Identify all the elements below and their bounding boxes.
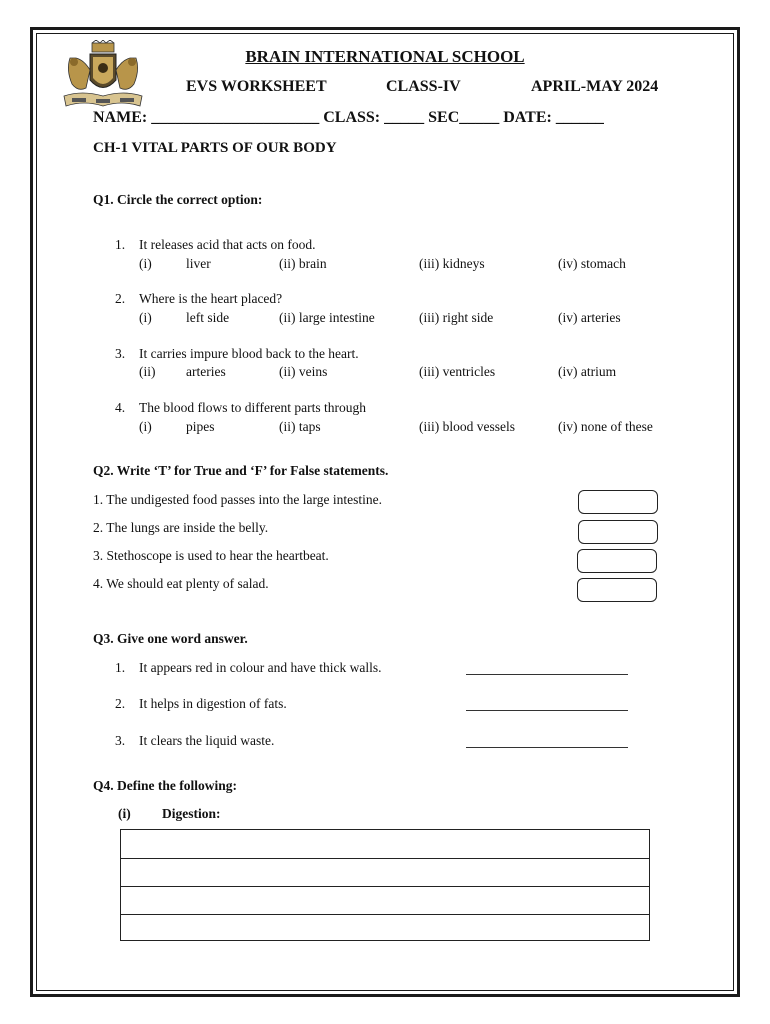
q3-heading: Q3. Give one word answer. [93, 631, 248, 646]
q1-item-number: 1. [115, 237, 126, 252]
definition-rule-line [121, 858, 649, 859]
q1-item-number: 2. [115, 291, 126, 306]
q1-option-label: (i) [139, 256, 152, 271]
q3-answer-line[interactable] [466, 710, 628, 711]
q3-answer-line[interactable] [466, 674, 628, 675]
q1-option[interactable]: (iii) blood vessels [419, 419, 515, 434]
q1-option-label: (i) [139, 310, 152, 325]
q2-answer-box[interactable] [578, 520, 658, 544]
q1-question: It releases acid that acts on food. [139, 237, 316, 252]
q1-item-number: 3. [115, 346, 126, 361]
q1-option[interactable]: left side [186, 310, 230, 325]
q1-question: The blood flows to different parts through [139, 400, 366, 415]
q4-term: Digestion: [162, 806, 221, 821]
q1-option[interactable]: (iv) atrium [558, 364, 617, 379]
q2-statement: 3. Stethoscope is used to hear the heartbeat. [93, 548, 329, 563]
q3-question: It clears the liquid waste. [139, 733, 275, 748]
q3-answer-line[interactable] [466, 747, 628, 748]
q2-statement: 1. The undigested food passes into the large intestine. [93, 492, 382, 507]
q2-answer-box[interactable] [577, 549, 657, 573]
q3-item-number: 2. [115, 696, 126, 711]
q2-heading: Q2. Write ‘T’ for True and ‘F’ for False statements. [93, 463, 389, 478]
q1-option[interactable]: (iv) none of these [558, 419, 653, 434]
q1-option[interactable]: (iv) arteries [558, 310, 621, 325]
worksheet-title: EVS WORKSHEET [186, 78, 327, 95]
q2-answer-box[interactable] [577, 578, 657, 602]
q1-option[interactable]: (ii) large intestine [279, 310, 375, 325]
q4-heading: Q4. Define the following: [93, 778, 237, 793]
q1-option[interactable]: pipes [186, 419, 215, 434]
q1-option[interactable]: (iv) stomach [558, 256, 626, 271]
q4-sub-number: (i) [118, 806, 131, 821]
q3-question: It appears red in colour and have thick walls. [139, 660, 382, 675]
q1-option[interactable]: (iii) right side [419, 310, 494, 325]
student-details-line: NAME: _____________________ CLASS: _____ SEC_____ DATE: ______ [93, 109, 604, 126]
q1-option[interactable]: (ii) brain [279, 256, 327, 271]
q2-answer-box[interactable] [578, 490, 658, 514]
school-name: BRAIN INTERNATIONAL SCHOOL [245, 47, 525, 66]
q2-statement: 4. We should eat plenty of salad. [93, 576, 269, 591]
session-date: APRIL-MAY 2024 [531, 78, 659, 95]
q1-option-label: (ii) [139, 364, 156, 379]
definition-answer-box[interactable] [120, 829, 650, 941]
definition-rule-line [121, 886, 649, 887]
q1-option[interactable]: liver [186, 256, 211, 271]
q1-heading: Q1. Circle the correct option: [93, 192, 263, 207]
chapter-title: CH-1 VITAL PARTS OF OUR BODY [93, 140, 337, 156]
q1-item-number: 4. [115, 400, 126, 415]
definition-rule-line [121, 914, 649, 915]
q3-item-number: 3. [115, 733, 126, 748]
q1-option[interactable]: (ii) taps [279, 419, 321, 434]
q3-item-number: 1. [115, 660, 126, 675]
class-label: CLASS-IV [386, 78, 461, 95]
q3-question: It helps in digestion of fats. [139, 696, 287, 711]
q1-question: Where is the heart placed? [139, 291, 283, 306]
q1-option[interactable]: (ii) veins [279, 364, 328, 379]
q1-option[interactable]: (iii) kidneys [419, 256, 485, 271]
q2-statement: 2. The lungs are inside the belly. [93, 520, 269, 535]
q1-question: It carries impure blood back to the heart. [139, 346, 359, 361]
q1-option[interactable]: arteries [186, 364, 226, 379]
q1-option[interactable]: (iii) ventricles [419, 364, 496, 379]
q1-option-label: (i) [139, 419, 152, 434]
